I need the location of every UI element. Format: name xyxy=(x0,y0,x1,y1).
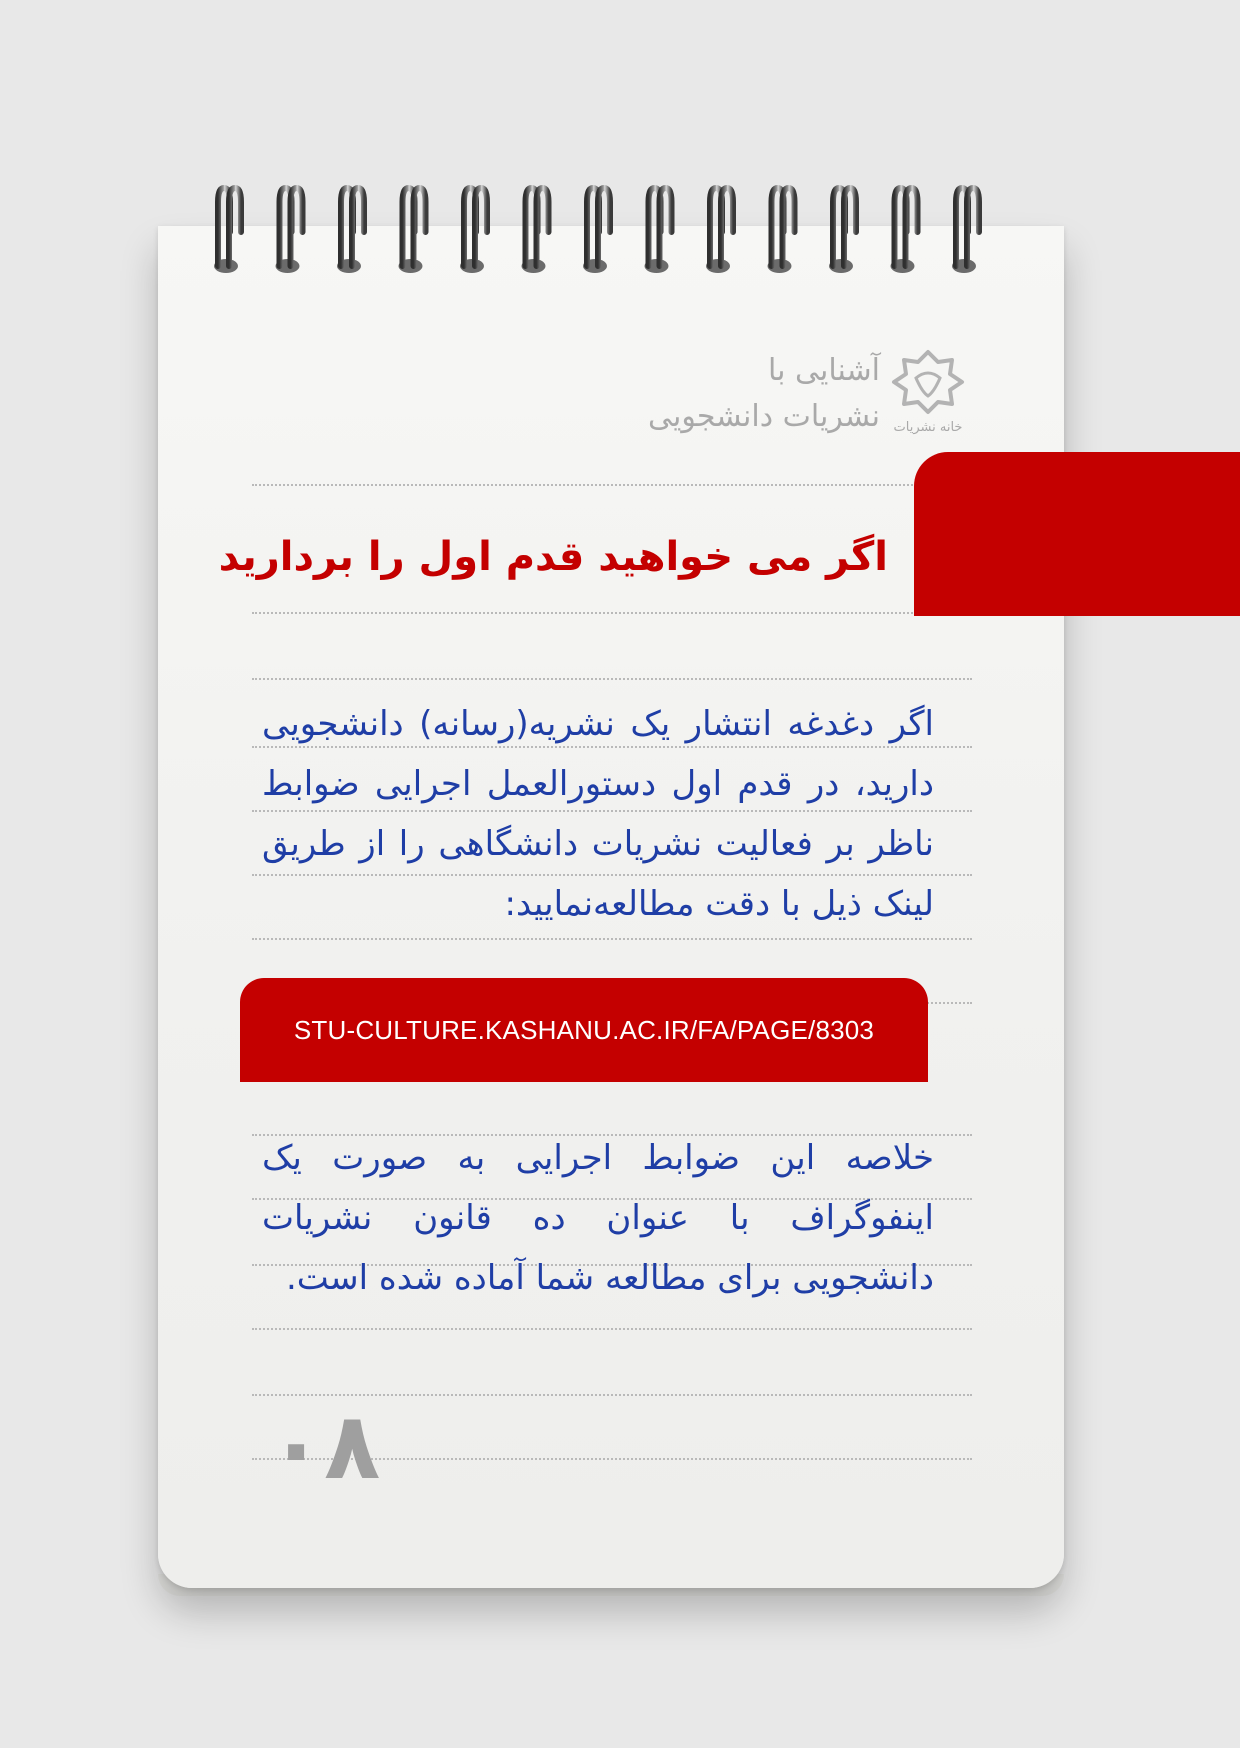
ruled-line xyxy=(252,938,972,940)
intro-paragraph: اگر دغدغه انتشار یک نشریه(رسانه) دانشجویی دارید، در قدم اول دستورالعمل اجرایی ضوابط ناظر بر فعالیت نشریات دانشگاهی را از طریق لینک ذیل با دقت مطالعه‌نمایید: xyxy=(262,704,934,924)
ruled-line xyxy=(252,1328,972,1330)
brand-line-2: نشریات دانشجویی xyxy=(648,399,880,434)
brand-block xyxy=(600,348,970,448)
brand-line-1: آشنایی با xyxy=(767,353,880,388)
ruled-line xyxy=(252,484,972,486)
brand-logo-caption: خانه نشریات xyxy=(893,420,963,435)
summary-paragraph: خلاصه این ضوابط اجرایی به صورت یک اینفوگراف با عنوان ده قانون نشریات دانشجویی برای مطالعه شما آماده شده است. xyxy=(262,1138,934,1298)
ruled-line xyxy=(252,678,972,680)
headline: اگر می خواهید قدم اول را بردارید xyxy=(218,534,888,580)
page-number: ۰۸ xyxy=(268,1393,381,1500)
ruled-line xyxy=(252,612,972,614)
link-bar[interactable] xyxy=(240,978,928,1082)
brand-title xyxy=(648,348,880,440)
regulation-link[interactable]: STU-CULTURE.KASHANU.AC.IR/FA/PAGE/8303 xyxy=(293,1014,875,1045)
red-accent-tab xyxy=(914,452,1240,616)
